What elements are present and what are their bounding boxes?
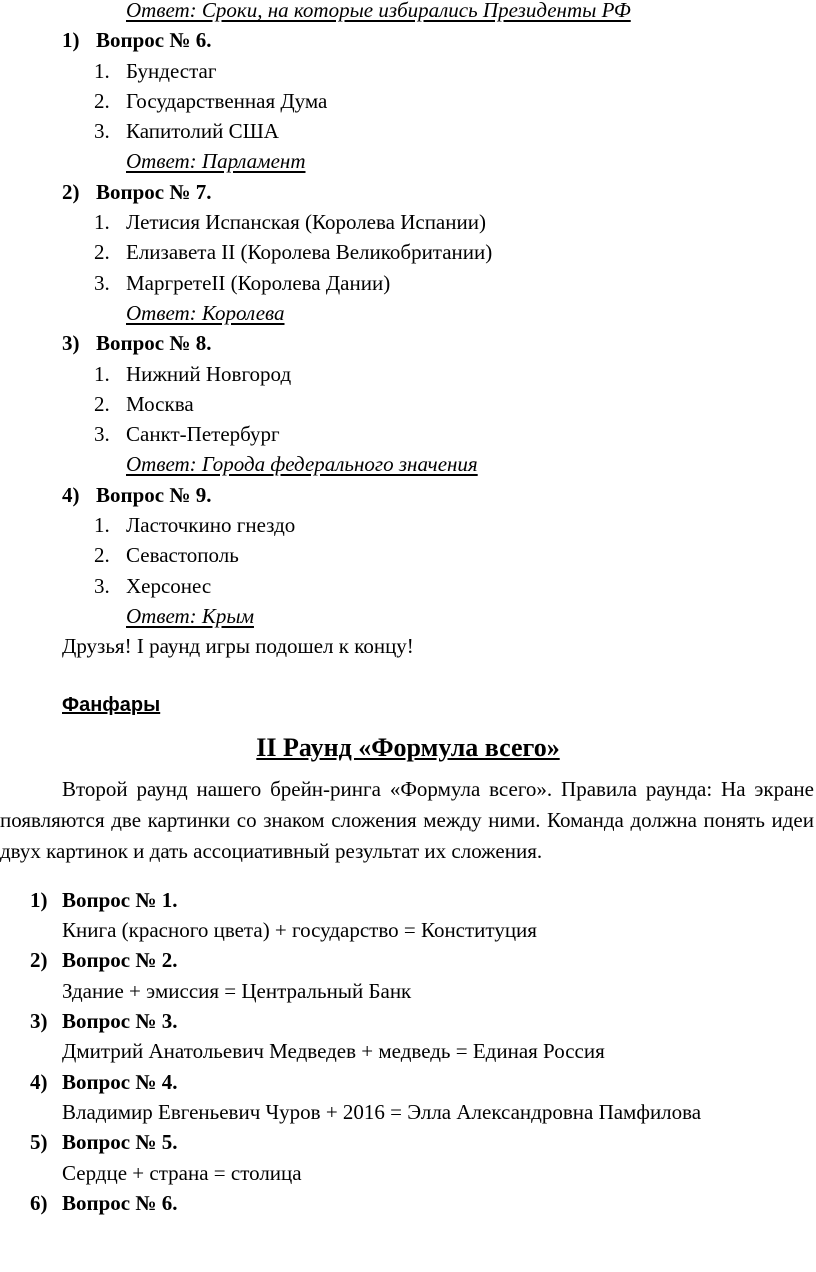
question-text: Книга (красного цвета) + государство = Конституция <box>62 918 537 943</box>
question-text: Здание + эмиссия = Центральный Банк <box>62 978 412 1003</box>
fanfare-label: Фанфары <box>62 693 161 716</box>
option-text: Капитолий США <box>126 119 279 144</box>
question-number: 1) <box>62 28 80 53</box>
option-number: 2. <box>94 543 110 568</box>
question-title: Вопрос № 2. <box>62 948 178 973</box>
option-text: Севастополь <box>126 543 239 568</box>
top-answer-line <box>0 0 816 25</box>
question-title: Вопрос № 1. <box>62 887 178 912</box>
round1-end-line <box>0 631 816 661</box>
option-number: 3. <box>94 119 110 144</box>
question-title: Вопрос № 7. <box>96 179 212 204</box>
option-number: 3. <box>94 270 110 295</box>
option-text: Елизавета II (Королева Великобритании) <box>126 240 493 265</box>
answer-text: Ответ: Крым <box>126 603 254 628</box>
question-title: Вопрос № 5. <box>62 1130 178 1155</box>
question-number: 3) <box>62 331 80 356</box>
question-title: Вопрос № 9. <box>96 482 212 507</box>
question-number: 5) <box>30 1130 48 1155</box>
option-number: 2. <box>94 88 110 113</box>
question-title: Вопрос № 6. <box>62 1190 178 1215</box>
round1-end-text: Друзья! I раунд игры подошел к концу! <box>62 634 414 659</box>
answer-text: Ответ: Королева <box>126 300 285 325</box>
round1-question-block <box>0 328 816 479</box>
question-text: Дмитрий Анатольевич Медведев + медведь = Единая Россия <box>62 1039 605 1064</box>
round1-question-block <box>0 177 816 328</box>
round2-question-list <box>0 885 816 1218</box>
option-number: 3. <box>94 422 110 447</box>
answer-text: Ответ: Парламент <box>126 149 306 174</box>
question-number: 3) <box>30 1009 48 1034</box>
question-number: 4) <box>62 482 80 507</box>
option-text: Москва <box>126 391 194 416</box>
question-text: Владимир Евгеньевич Чуров + 2016 = Элла Александровна Памфилова <box>62 1099 702 1124</box>
round1-question-block <box>0 480 816 631</box>
option-number: 1. <box>94 58 110 83</box>
question-title: Вопрос № 4. <box>62 1069 178 1094</box>
option-text: Ласточкино гнездо <box>126 513 296 538</box>
question-number: 2) <box>62 179 80 204</box>
fanfare-line <box>0 690 816 720</box>
option-text: Государственная Дума <box>126 88 328 113</box>
question-title: Вопрос № 3. <box>62 1009 178 1034</box>
answer-text: Ответ: Города федерального значения <box>126 452 478 477</box>
round1-question-block <box>0 25 816 176</box>
option-number: 2. <box>94 391 110 416</box>
option-text: Нижний Новгород <box>126 361 292 386</box>
question-text: Сердце + страна = столица <box>62 1160 302 1185</box>
round2-title: II Раунд «Формула всего» <box>256 732 560 762</box>
option-text: МаргретеII (Королева Дании) <box>126 270 391 295</box>
round2-paragraph-text: Второй раунд нашего брейн-ринга «Формула всего». Правила раунда: На экране появляются две картинки со знаком сложения между ними. Команда должна понять идеи двух картинок и дать ассоциативный результат их сложения. <box>0 776 814 863</box>
question-number: 4) <box>30 1069 48 1094</box>
question-number: 6) <box>30 1190 48 1215</box>
option-number: 1. <box>94 361 110 386</box>
option-text: Херсонес <box>126 573 212 598</box>
option-number: 1. <box>94 210 110 235</box>
option-number: 3. <box>94 573 110 598</box>
question-number: 1) <box>30 887 48 912</box>
option-text: Летисия Испанская (Королева Испании) <box>126 210 486 235</box>
round2-paragraph <box>0 774 816 867</box>
question-number: 2) <box>30 948 48 973</box>
option-number: 1. <box>94 513 110 538</box>
option-text: Бундестаг <box>126 58 217 83</box>
option-text: Санкт-Петербург <box>126 422 280 447</box>
answer-text: Ответ: Сроки, на которые избирались Президенты РФ <box>126 0 631 22</box>
option-number: 2. <box>94 240 110 265</box>
question-title: Вопрос № 8. <box>96 331 212 356</box>
question-title: Вопрос № 6. <box>96 28 212 53</box>
